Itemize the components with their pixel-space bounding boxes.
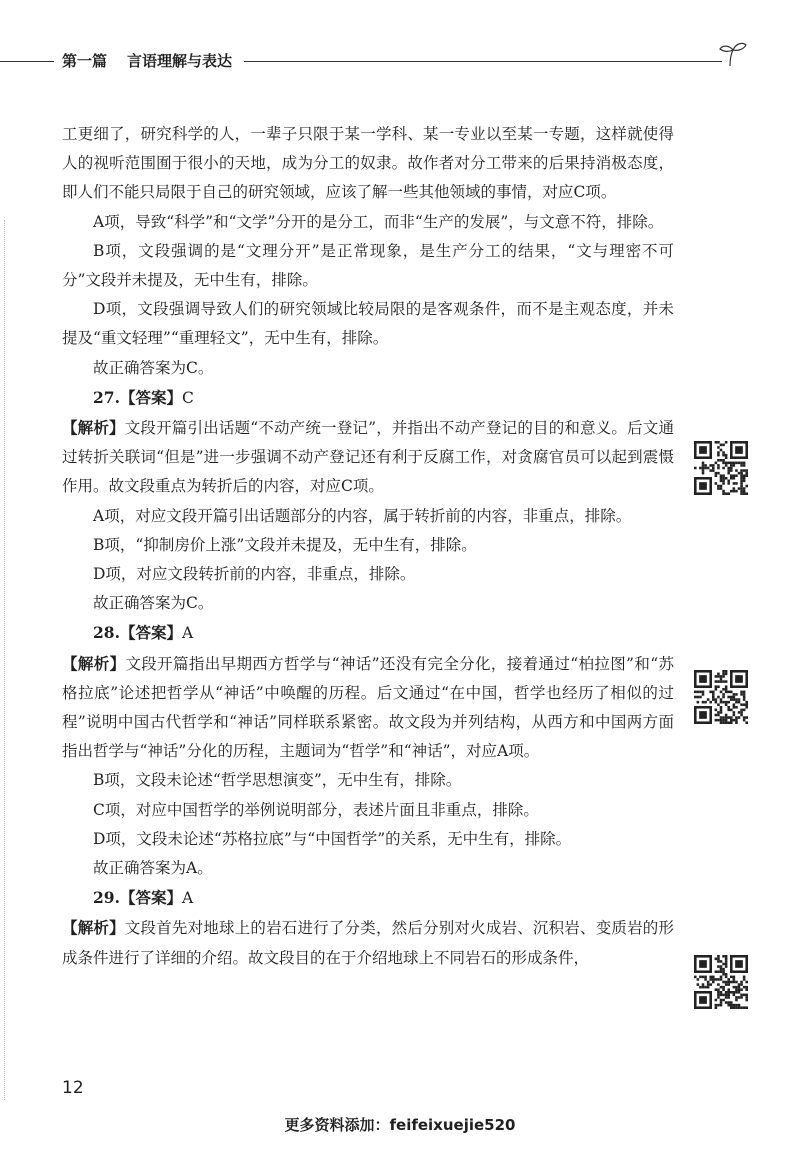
- page-number: 12: [62, 1078, 84, 1098]
- paragraph-text: D项，文段未论述“苏格拉底”与“中国哲学”的关系，无中生有，排除。: [93, 829, 572, 848]
- paragraph-text: 故正确答案为C。: [93, 358, 214, 377]
- paragraph-text: 文段开篇引出话题“不动产统一登记”，并指出不动产登记的目的和意义。后文通过转折关联词“但是”进一步强调不动产登记还有利于反腐工作，对贪腐官员可以起到震慑作用。故文段重点为转折后的内容，对应C项。: [62, 419, 674, 496]
- body-paragraph: [62, 766, 674, 795]
- page-header: [0, 40, 800, 80]
- qr-code-icon[interactable]: [694, 670, 748, 724]
- paragraph-text: 文段首先对地球上的岩石进行了分类，然后分别对火成岩、沉积岩、变质岩的形成条件进行了详细的介绍。故文段目的在于介绍地球上不同岩石的形成条件，: [62, 919, 674, 967]
- body-paragraph: [62, 120, 674, 208]
- binding-edge: [4, 220, 5, 1100]
- body-paragraph: [62, 883, 674, 913]
- paragraph-text: A: [181, 889, 194, 908]
- body-paragraph: [62, 854, 674, 883]
- header-rule-left: [0, 61, 54, 62]
- paragraph-text: 故正确答案为A。: [93, 859, 213, 878]
- body-paragraph: [62, 618, 674, 648]
- body-paragraph: [62, 354, 674, 383]
- page-body: [62, 120, 674, 973]
- answer-tag: 【解析】: [62, 418, 125, 438]
- header-rule-right: [244, 61, 722, 62]
- qr-code-icon[interactable]: [694, 955, 748, 1009]
- footer-note: 更多资料添加：feifeixuejie520: [284, 1116, 516, 1134]
- answer-tag: 29.【答案】: [93, 888, 182, 908]
- qr-code-icon[interactable]: [694, 441, 748, 495]
- header-section: 言语理解与表达: [127, 52, 233, 70]
- paragraph-text: 故正确答案为C。: [93, 594, 214, 613]
- paragraph-text: A项，对应文段开篇引出话题部分的内容，属于转折前的内容，非重点，排除。: [93, 506, 632, 525]
- body-paragraph: [62, 383, 674, 413]
- body-paragraph: [62, 649, 674, 767]
- body-paragraph: [62, 913, 674, 972]
- body-paragraph: [62, 560, 674, 589]
- paragraph-text: B项，“抑制房价上涨”文段并未提及，无中生有，排除。: [93, 535, 477, 554]
- paragraph-text: C项，对应中国哲学的举例说明部分，表述片面且非重点，排除。: [93, 800, 539, 819]
- paragraph-text: B项，文段未论述“哲学思想演变”，无中生有，排除。: [93, 771, 462, 790]
- paragraph-text: C: [181, 388, 194, 407]
- body-paragraph: [62, 208, 674, 237]
- sprout-icon: [718, 40, 748, 68]
- paragraph-text: A: [181, 624, 194, 643]
- paragraph-text: 文段开篇指出早期西方哲学与“神话”还没有完全分化，接着通过“柏拉图”和“苏格拉底”论述把哲学从“神话”中唤醒的历程。后文通过“在中国，哲学也经历了相似的过程”说明中国古代哲学和“神话”同样联系紧密。故文段为并列结构，从西方和中国两方面指出哲学与“神话”分化的历程，主题词为“哲学”和“神话”，对应A项。: [62, 654, 674, 761]
- header-title: [62, 50, 232, 71]
- answer-tag: 28.【答案】: [93, 623, 182, 643]
- paragraph-text: B项，文段强调的是“文理分开”是正常现象，是生产分工的结果，“文与理密不可分”文段并未提及，无中生有，排除。: [62, 241, 674, 290]
- body-paragraph: [62, 237, 674, 295]
- body-paragraph: [62, 502, 674, 531]
- body-paragraph: [62, 413, 674, 502]
- body-paragraph: [62, 295, 674, 353]
- body-paragraph: [62, 531, 674, 560]
- paragraph-text: D项，文段强调导致人们的研究领域比较局限的是客观条件，而不是主观态度，并未提及“重文轻理”“重理轻文”，无中生有，排除。: [62, 300, 674, 348]
- answer-tag: 27.【答案】: [93, 387, 182, 407]
- paragraph-text: D项，对应文段转折前的内容，非重点，排除。: [93, 565, 416, 584]
- header-part: 第一篇: [62, 52, 108, 70]
- body-paragraph: [62, 796, 674, 825]
- paragraph-text: A项，导致“科学”和“文学”分开的是分工，而非“生产的发展”，与文意不符，排除。: [93, 212, 664, 231]
- answer-tag: 【解析】: [62, 918, 125, 938]
- body-paragraph: [62, 825, 674, 854]
- paragraph-text: 工更细了，研究科学的人，一辈子只限于某一学科、某一专业以至某一专题，这样就使得人的视听范围囿于很小的天地，成为分工的奴隶。故作者对分工带来的后果持消极态度，即人们不能只局限于自己的研究领域，应该了解一些其他领域的事情，对应C项。: [62, 125, 674, 202]
- body-paragraph: [62, 589, 674, 618]
- answer-tag: 【解析】: [62, 653, 126, 673]
